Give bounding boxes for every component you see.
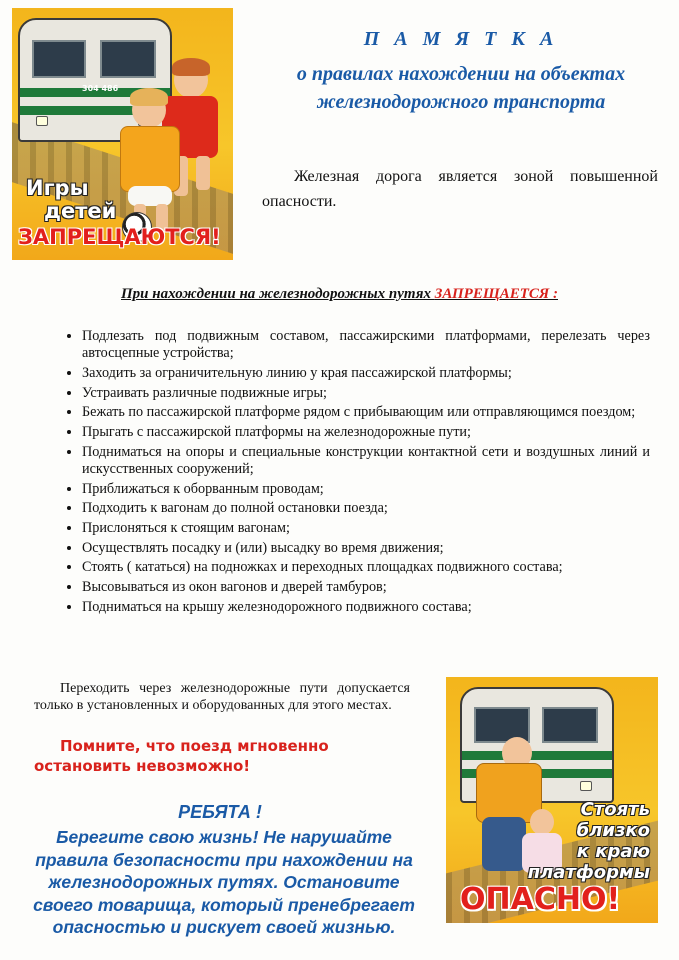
- poster-children-games-forbidden: [12, 8, 233, 260]
- rule-item: • Стоять ( кататься) на подножках и переходных площадках подвижного состава;: [82, 559, 650, 576]
- train-number: 304 486: [82, 84, 119, 93]
- rule-item: • Прыгать с пассажирской платформы на железнодорожные пути;: [82, 424, 650, 441]
- page-subtitle: о правилах нахождении на объектах железнодорожного транспорта: [296, 63, 626, 113]
- rule-item: • Приближаться к оборванным проводам;: [82, 481, 650, 498]
- poster-line-to-edge: к краю: [576, 841, 650, 862]
- poster-line-children: детей: [44, 199, 117, 223]
- poster-line-stand: Стоять: [580, 799, 650, 820]
- rule-item: • Подлезать под подвижным составом, пассажирскими платформами, перелезать через автосцепные устройства;: [82, 328, 650, 363]
- poster-line-games: Игры: [26, 176, 89, 200]
- forbidden-heading-prefix: При нахождении на железнодорожных путях: [121, 286, 435, 302]
- poster-line-platform: платформы: [527, 862, 650, 883]
- forbidden-rules-list: [58, 328, 650, 619]
- rule-item: • Подниматься на опоры и специальные конструкции контактной сети и воздушных линий и искусственных сооружений;: [82, 444, 650, 479]
- poster-line-dangerous: ОПАСНО!: [460, 882, 621, 917]
- forbidden-heading: [0, 286, 679, 303]
- rule-item: • Подниматься на крышу железнодорожного подвижного состава;: [82, 599, 650, 616]
- rule-item: • Заходить за ограничительную линию у края пассажирской платформы;: [82, 365, 650, 382]
- poster-line-forbidden: ЗАПРЕЩАЮТСЯ!: [18, 225, 221, 249]
- page-title: П А М Я Т К А: [363, 28, 559, 50]
- rule-item: • Бежать по пассажирской платформе рядом с прибывающим или отправляющимся поездом;: [82, 404, 650, 421]
- rule-item: • Подходить к вагонам до полной остановки поезда;: [82, 500, 650, 517]
- intro-paragraph: Железная дорога является зоной повышенной опасности.: [262, 168, 658, 210]
- kids-appeal-title: РЕБЯТА !: [178, 802, 262, 822]
- poster-platform-edge-danger: [446, 677, 658, 923]
- remember-warning: Помните, что поезд мгновенно остановить невозможно!: [34, 737, 329, 775]
- rule-item: • Осуществлять посадку и (или) высадку во время движения;: [82, 540, 650, 557]
- forbidden-heading-emphasis: ЗАПРЕЩАЕТСЯ :: [434, 286, 558, 302]
- poster-line-close: близко: [576, 820, 650, 841]
- rule-item: • Устраивать различные подвижные игры;: [82, 385, 650, 402]
- crossing-paragraph: Переходить через железнодорожные пути допускается только в установленных и оборудованных для этого местах.: [34, 681, 410, 713]
- rule-item: • Прислоняться к стоящим вагонам;: [82, 520, 650, 537]
- kids-appeal-body: Берегите свою жизнь! Не нарушайте правила безопасности при нахождении на железнодорожных путях. Остановите своего товарища, который пренебрегает опасностью и рискует своей жизнью.: [33, 827, 415, 937]
- rule-item: • Высовываться из окон вагонов и дверей тамбуров;: [82, 579, 650, 596]
